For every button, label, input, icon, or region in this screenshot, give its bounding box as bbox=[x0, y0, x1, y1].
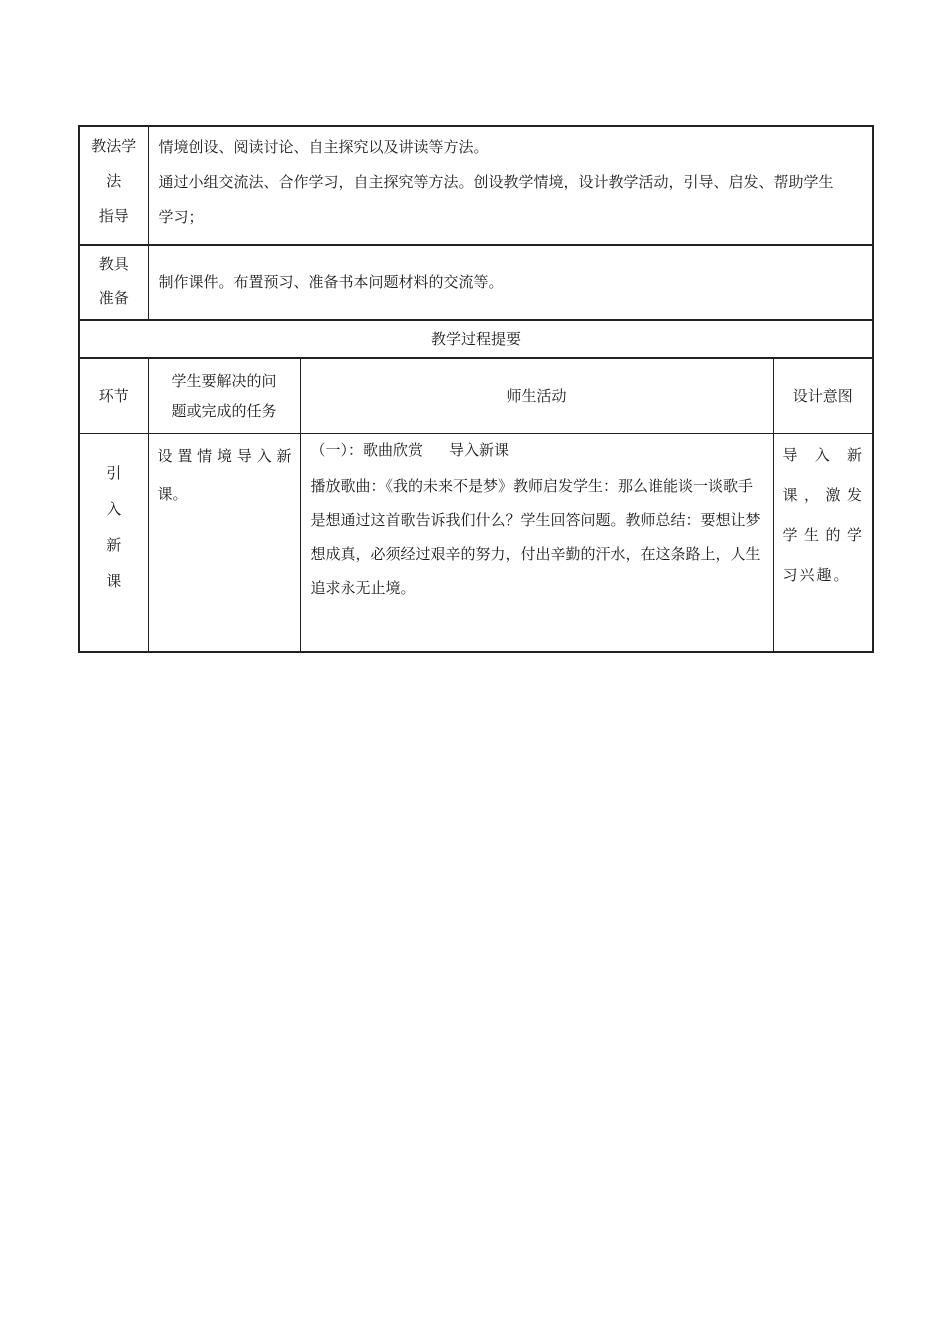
teaching-tools-label-line: 教具 bbox=[98, 255, 129, 273]
teaching-methods-label-line: 指导 bbox=[98, 207, 129, 225]
process-title: 教学过程提要 bbox=[79, 320, 873, 358]
teaching-methods-label-line: 法 bbox=[106, 172, 122, 190]
header-intent: 设计意图 bbox=[773, 358, 873, 434]
teaching-methods-content bbox=[148, 126, 873, 245]
stage-char: 新 bbox=[106, 536, 122, 554]
stage-char: 入 bbox=[106, 500, 122, 518]
stage-cell bbox=[79, 434, 148, 653]
activity-heading-part: 导入新课 bbox=[449, 441, 510, 459]
stage-char: 课 bbox=[106, 572, 122, 590]
teaching-methods-label bbox=[79, 126, 148, 245]
teaching-methods-label-line: 教法学 bbox=[91, 137, 137, 155]
activity-body: 播放歌曲：《我的未来不是梦》教师启发学生：那么谁能谈一谈歌手是想通过这首歌告诉我们什么？学生回答问题。教师总结：要想让梦想成真，必须经过艰辛的努力，付出辛勤的汗水，在这条路上，人生追求永无止境。 bbox=[310, 477, 761, 597]
activity-cell bbox=[300, 434, 773, 653]
activity-heading-part: （一）：歌曲欣赏 bbox=[310, 441, 424, 459]
activity-heading bbox=[311, 435, 765, 465]
teaching-tools-row bbox=[79, 245, 873, 320]
task-cell: 设置情境导入新课。 bbox=[148, 434, 300, 653]
teaching-methods-line: 学习； bbox=[158, 208, 204, 226]
intent-cell: 导入新课，激发学生的学习兴趣。 bbox=[773, 434, 873, 653]
teaching-tools-label bbox=[79, 245, 148, 320]
header-task bbox=[148, 358, 300, 434]
header-stage: 环节 bbox=[79, 358, 148, 434]
process-title-row bbox=[79, 320, 873, 358]
teaching-methods-row bbox=[79, 126, 873, 245]
teaching-tools-content: 制作课件。布置预习、准备书本问题材料的交流等。 bbox=[148, 245, 873, 320]
teaching-tools-label-line: 准备 bbox=[98, 289, 129, 307]
header-activity: 师生活动 bbox=[300, 358, 773, 434]
stage-char: 引 bbox=[106, 464, 122, 482]
process-header-row bbox=[79, 358, 873, 434]
lesson-plan-table bbox=[78, 125, 874, 653]
teaching-methods-line: 通过小组交流法、合作学习，自主探究等方法。创设教学情境，设计教学活动，引导、启发、帮助学生 bbox=[158, 173, 834, 191]
header-task-line: 学生要解决的问 bbox=[171, 372, 277, 390]
header-task-line: 题或完成的任务 bbox=[171, 402, 277, 420]
process-row bbox=[79, 434, 873, 653]
teaching-methods-line: 情境创设、阅读讨论、自主探究以及讲读等方法。 bbox=[158, 138, 489, 156]
